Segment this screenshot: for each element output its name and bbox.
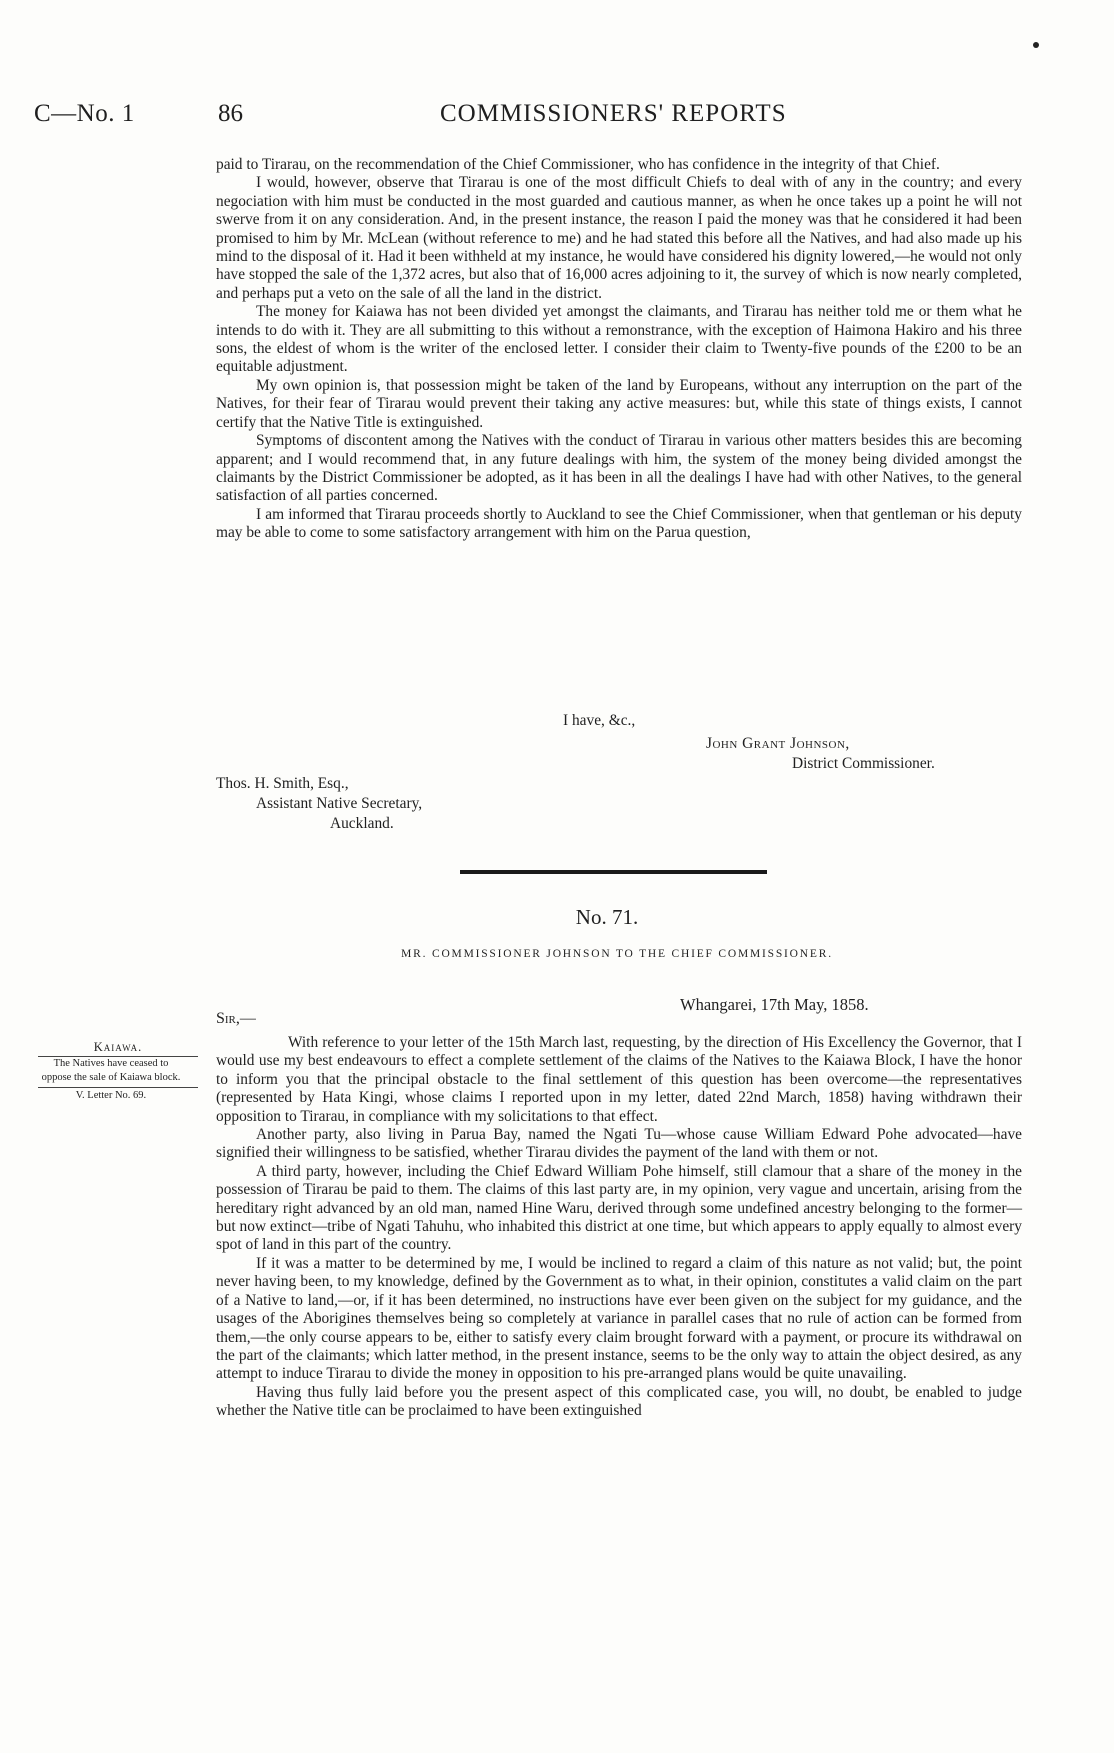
document-reference: C—No. 1 xyxy=(34,100,135,127)
letter-number: No. 71. xyxy=(575,905,639,929)
addressee-office: Assistant Native Secretary, xyxy=(256,795,423,812)
margin-note-reference: V. Letter No. 69. xyxy=(75,1090,147,1101)
paragraph: The money for Kaiawa has not been divided yet amongst the claimants, and Tirarau has neither told me or them what he intends to do with it. They are all submitting to this without a remonstrance, with the exception of Haimona Hakiro and his three sons, the eldest of whom is the writer of the enclosed letter. I consider their claim to Twenty-five pounds of the £200 to be an equitable adjustment. xyxy=(216,303,1022,376)
letter-heading: MR. COMMISSIONER JOHNSON TO THE CHIEF COMMISSIONER. xyxy=(401,948,833,960)
letter-body xyxy=(216,1034,1022,1421)
signature-name: John Grant Johnson, xyxy=(706,735,850,752)
paragraph: Symptoms of discontent among the Natives with the conduct of Tirarau in various other matters besides this are becoming apparent; and I would recommend that, in any future dealings with him, the system of the money being divided amongst the claimants by the District Commissioner be adopted, as it has been in all the dealings I have had with other Natives, to the general satisfaction of all parties concerned. xyxy=(216,432,1022,505)
paragraph: paid to Tirarau, on the recommendation of the Chief Commissioner, who has confidence in the integrity of that Chief. xyxy=(216,156,940,173)
paragraph: My own opinion is, that possession might be taken of the land by Europeans, without any interruption on the part of the Natives, for their fear of Tirarau would prevent their taking any active measures: but, while this state of things exists, I cannot certify that the Native Title is extinguished. xyxy=(216,376,1022,431)
closing: I have, &c., xyxy=(563,712,636,729)
paragraph: If it was a matter to be determined by me, I would be inclined to regard a claim of this nature as not valid; but, the point never having been, to my knowledge, defined by the Government as to what, in their opinion, constitutes a valid claim on the part of a Native to land,—or, if it has been determined, no instructions have ever been given on the subject for my guidance, and the usages of the Aborigines themselves being so completely at variance in parallel cases that no rule of action can be formed from them,—the only course appears to be, either to satisfy every claim brought forward with a payment, or procure its withdrawal on the part of the claimants; which latter method, in the present instance, seems to be the only way to attain the object desired, as any attempt to induce Tirarau to divide the money in opposition to his pre-arranged plans would be quite unavailing. xyxy=(216,1254,1022,1383)
signature-title: District Commissioner. xyxy=(792,755,935,772)
paragraph: A third party, however, including the Chief Edward William Pohe himself, still clamour that a share of the money in the possession of Tirarau be paid to them. The claims of this last party are, in my opinion, very vague and uncertain, arising from the hereditary right advanced by an old man, named Hine Waru, derived through some undefined ancestry belonging to the former—but now extinct—tribe of Ngati Tahuhu, who inhabited this district at one time, but which appears to apply equally to almost every spot of land in this part of the country. xyxy=(216,1162,1022,1254)
addressee-name: Thos. H. Smith, Esq., xyxy=(216,775,349,792)
salutation: Sir,— xyxy=(216,1010,256,1027)
paragraph: I would, however, observe that Tirarau is one of the most difficult Chiefs to deal with of any in the country; and every negociation with him must be conducted in the most guarded and cautious manner, as when he once takes up a point he will not swerve from it on any consideration. And, in the present instance, the reason I paid the money was that he considered it had been promised to him by Mr. McLean (without reference to me) and he had stated this before all the Natives, and had also made up his mind to the disposal of it. Had it been withheld at my instance, he would have considered his dignity lowered,—he would not only have stopped the sale of the 1,372 acres, but also that of 16,000 acres adjoining to it, the survey of which is now nearly completed, and perhaps put a veto on the sale of all the land in the district. xyxy=(216,174,1022,302)
margin-note-rule xyxy=(38,1087,198,1088)
paragraph: Having thus fully laid before you the present aspect of this complicated case, you will, no doubt, be enabled to judge whether the Native title can be proclaimed to have been extinguished xyxy=(216,1383,1022,1420)
margin-note-title: Kaiawa. xyxy=(93,1040,143,1054)
page-number: 86 xyxy=(218,100,243,127)
addressee-place: Auckland. xyxy=(330,815,394,832)
running-title: COMMISSIONERS' REPORTS xyxy=(440,100,787,127)
margin-note xyxy=(38,1040,198,1103)
letter-body-continued xyxy=(216,156,1022,543)
dateline: Whangarei, 17th May, 1858. xyxy=(680,995,869,1014)
section-divider xyxy=(460,870,767,874)
page-header xyxy=(0,100,1114,140)
page-speck xyxy=(1033,42,1039,48)
paragraph: I am informed that Tirarau proceeds shortly to Auckland to see the Chief Commissioner, when that gentleman or his deputy may be able to come to some satisfactory arrangement with him on the Parua question, xyxy=(216,505,1022,542)
paragraph: With reference to your letter of the 15th March last, requesting, by the direction of His Excellency the Governor, that I would use my best endeavours to effect a complete settlement of the claims of the Natives to the Kaiawa Block, I have the honor to inform you that the principal obstacle to the final settlement of this question has been overcome—the representatives (represented by Hata Kingi, whose claims I reported upon in my letter, dated 22nd March, 1858) having withdrawn their opposition to Tirarau, in compliance with my solicitations to that effect. xyxy=(216,1034,1022,1125)
margin-note-text: The Natives have ceased to oppose the sale of Kaiawa block. xyxy=(41,1058,181,1083)
paragraph: Another party, also living in Parua Bay, named the Ngati Tu—whose cause William Edward Pohe advocated—have signified their willingness to be satisfied, whether Tirarau divides the payment of the land with them or not. xyxy=(216,1126,1022,1162)
